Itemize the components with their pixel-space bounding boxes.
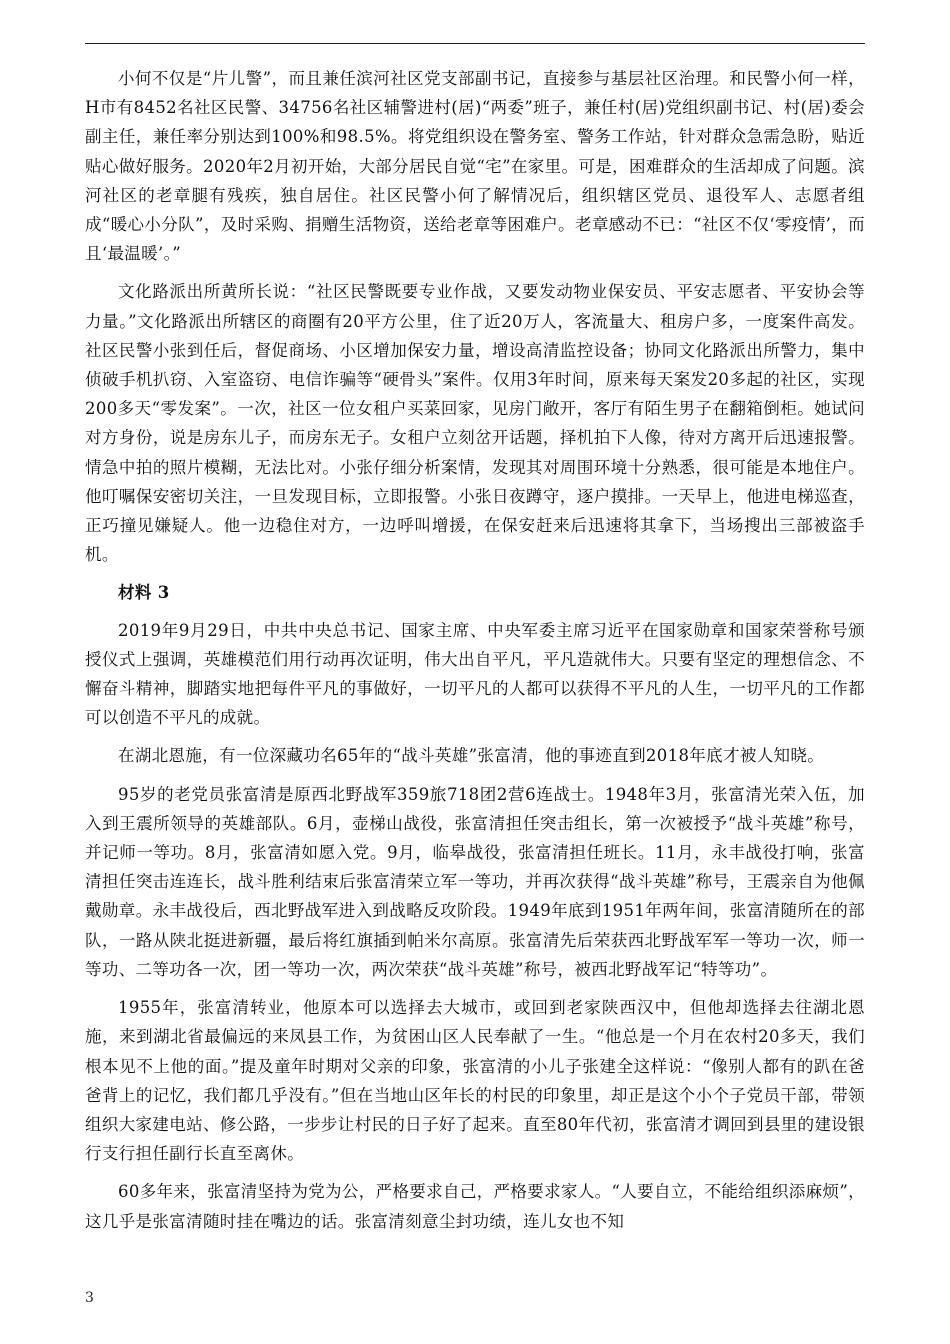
paragraph: 在湖北恩施，有一位深藏功名65年的“战斗英雄”张富清，他的事迹直到2018年底才被人知晓。 [118, 746, 825, 766]
paragraph: 1955年，张富清转业，他原本可以选择去大城市，或回到老家陕西汉中，但他却选择去往湖北恩施，来到湖北省最偏远的来凤县工作，为贫困山区人民奉献了一生。“他总是一个月在农村20多天，我们根本见不上他的面。”提及童年时期对父亲的印象，张富清的小儿子张建全这样说：“像别人都有的趴在爸爸背上的记忆，我们都几乎没有。”但在当地山区年长的村民的印象里，却正是这个小个子党员干部，带领组织大家建电站、修公路，一步步让村民的日子好了起来。直至80年代初，张富清才调回到县里的建设银行支行担任副行长直至离休。 [85, 998, 865, 1164]
section-heading: 材料 3 [118, 583, 170, 603]
paragraph: 文化路派出所黄所长说：“社区民警既要专业作战，又要发动物业保安员、平安志愿者、平安协会等力量。”文化路派出所辖区的商圈有20平方公里，住了近20万人，客流量大、租房户多，一度案件高发。社区民警小张到任后，督促商场、小区增加保安力量，增设高清监控设备；协同文化路派出所警力，集中侦破手机扒窃、入室盗窃、电信诈骗等“硬骨头”案件。仅用3年时间，原来每天案发20多起的社区，实现200多天“零发案”。一次，社区一位女租户买菜回家，见房门敞开，客厅有陌生男子在翻箱倒柜。她试问对方身份，说是房东儿子，而房东无子。女租户立刻岔开话题，择机拍下人像，待对方离开后迅速报警。情急中拍的照片模糊，无法比对。小张仔细分析案情，发现其对周围环境十分熟悉，很可能是本地住户。他叮嘱保安密切关注，一旦发现目标，立即报警。小张日夜蹲守，逐户摸排。一天早上，他进电梯巡查，正巧撞见嫌疑人。他一边稳住对方，一边呼叫增援，在保安赶来后迅速将其拿下，当场搜出三部被盗手机。 [85, 282, 865, 565]
paragraph: 60多年来，张富清坚持为党为公，严格要求自己，严格要求家人。“人要自立，不能给组织添麻烦”，这几乎是张富清随时挂在嘴边的话。张富清刻意尘封功绩，连儿女也不知 [85, 1182, 865, 1231]
paragraph: 2019年9月29日，中共中央总书记、国家主席、中央军委主席习近平在国家勋章和国家荣誉称号颁授仪式上强调，英雄模范们用行动再次证明，伟大出自平凡，平凡造就伟大。只要有坚定的理想信念、不懈奋斗精神，脚踏实地把每件平凡的事做好，一切平凡的人都可以获得不平凡的人生，一切平凡的工作都可以创造不平凡的成就。 [85, 620, 865, 728]
header-rule [85, 43, 865, 44]
document-body [85, 64, 865, 1245]
page-number: 3 [85, 1290, 94, 1306]
paragraph: 小何不仅是“片儿警”，而且兼任滨河社区党支部副书记，直接参与基层社区治理。和民警小何一样，H市有8452名社区民警、34756名社区辅警进村(居)“两委”班子，兼任村(居)党组织副书记、村(居)委会副主任，兼任率分别达到100%和98.5%。将党组织设在警务室、警务工作站，针对群众急需急盼，贴近贴心做好服务。2020年2月初开始，大部分居民自觉“宅”在家里。可是，困难群众的生活却成了问题。滨河社区的老章腿有残疾，独自居住。社区民警小何了解情况后，组织辖区党员、退役军人、志愿者组成“暖心小分队”，及时采购、捐赠生活物资，送给老章等困难户。老章感动不已：“社区不仅‘零疫情’，而且‘最温暖’。” [85, 69, 865, 264]
paragraph: 95岁的老党员张富清是原西北野战军359旅718团2营6连战士。1948年3月，张富清光荣入伍，加入到王震所领导的英雄部队。6月，壶梯山战役，张富清担任突击组长，第一次被授予“战斗英雄”称号，并记师一等功。8月，张富清如愿入党。9月，临皋战役，张富清担任班长。11月，永丰战役打响，张富清担任突击连连长，战斗胜利结束后张富清荣立军一等功，并再次获得“战斗英雄”称号，王震亲自为他佩戴勋章。永丰战役后，西北野战军进入到战略反攻阶段。1949年底到1951年两年间，张富清随所在的部队，一路从陕北挺进新疆，最后将红旗插到帕米尔高原。张富清先后荣获西北野战军军一等功一次，师一等功、二等功各一次，团一等功一次，两次荣获“战斗英雄”称号，被西北野战军记“特等功”。 [85, 784, 865, 979]
